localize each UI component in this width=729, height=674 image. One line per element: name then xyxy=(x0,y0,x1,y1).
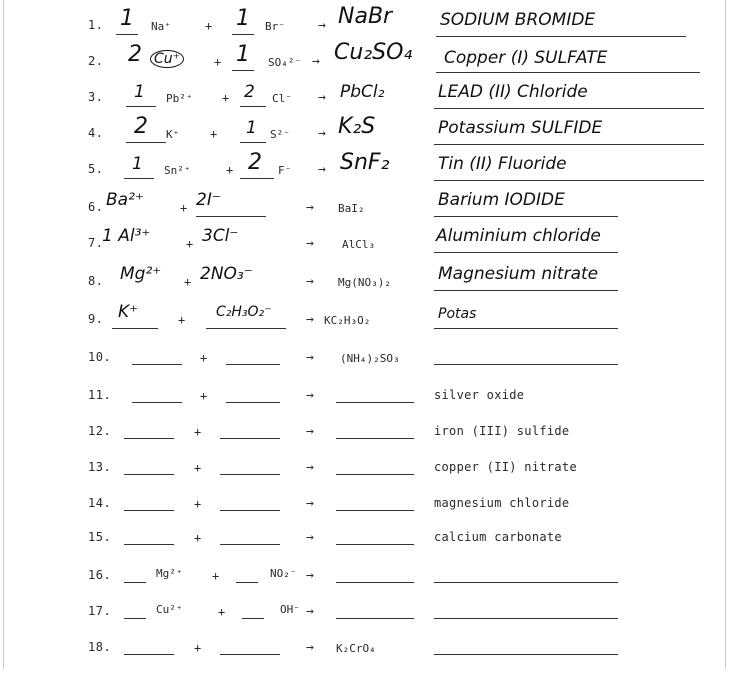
anion-blank[interactable] xyxy=(220,544,280,545)
row-number: 7. xyxy=(88,236,104,250)
coefficient-blank-a[interactable] xyxy=(126,106,156,107)
handwritten-coefficient-b: 1 xyxy=(236,6,250,31)
reaction-arrow: → xyxy=(306,200,314,215)
cation-blank[interactable] xyxy=(132,364,182,365)
cation-blank[interactable] xyxy=(112,328,158,329)
row-9 xyxy=(0,300,729,340)
handwritten-name: Potassium SULFIDE xyxy=(438,118,603,138)
cation-blank[interactable] xyxy=(124,510,174,511)
cation-label: Cu²⁺ xyxy=(156,603,183,616)
formula-blank[interactable] xyxy=(336,544,414,545)
row-number: 14. xyxy=(88,496,112,510)
handwritten-name: Aluminium chloride xyxy=(436,226,601,246)
coefficient-blank-b[interactable] xyxy=(242,618,264,619)
reaction-arrow: → xyxy=(306,424,314,439)
row-number: 2. xyxy=(88,54,104,68)
row-3 xyxy=(0,78,729,118)
plus-sign: + xyxy=(214,55,222,69)
row-number: 10. xyxy=(88,350,112,364)
reaction-arrow: → xyxy=(306,640,314,655)
formula-label: Mg(NO₃)₂ xyxy=(338,276,391,289)
handwritten-coefficient-a: 1 xyxy=(134,82,145,102)
plus-sign: + xyxy=(194,497,202,511)
formula-blank[interactable] xyxy=(336,438,414,439)
name-line[interactable] xyxy=(434,144,704,145)
anion-label: F⁻ xyxy=(278,164,292,177)
handwritten-cation: K⁺ xyxy=(118,302,139,322)
compound-name: silver oxide xyxy=(434,388,525,402)
formula-label: KC₂H₃O₂ xyxy=(324,314,371,327)
anion-label: S²⁻ xyxy=(270,128,290,141)
cation-label: Sn²⁺ xyxy=(164,164,191,177)
cation-blank[interactable] xyxy=(124,438,174,439)
row-number: 17. xyxy=(88,604,112,618)
handwritten-coefficient-b: 1 xyxy=(236,42,250,67)
cation-label: Pb²⁺ xyxy=(166,92,193,105)
plus-sign: + xyxy=(194,641,202,655)
name-line[interactable] xyxy=(434,582,618,583)
plus-sign: + xyxy=(200,351,208,365)
plus-sign: + xyxy=(186,237,194,251)
anion-blank[interactable] xyxy=(220,474,280,475)
reaction-arrow: → xyxy=(318,162,326,177)
handwritten-anion: 2NO₃⁻ xyxy=(200,264,253,284)
row-number: 9. xyxy=(88,312,104,326)
anion-blank[interactable] xyxy=(220,510,280,511)
name-line[interactable] xyxy=(434,108,704,109)
reaction-arrow: → xyxy=(312,54,320,69)
row-number: 4. xyxy=(88,126,104,140)
row-13 xyxy=(0,452,729,492)
formula-blank[interactable] xyxy=(336,402,414,403)
anion-blank[interactable] xyxy=(196,216,266,217)
row-15 xyxy=(0,522,729,562)
row-number: 1. xyxy=(88,18,104,32)
reaction-arrow: → xyxy=(306,236,314,251)
reaction-arrow: → xyxy=(306,604,314,619)
row-number: 16. xyxy=(88,568,112,582)
plus-sign: + xyxy=(194,531,202,545)
name-line[interactable] xyxy=(434,654,618,655)
anion-label: SO₄²⁻ xyxy=(268,56,302,69)
reaction-arrow: → xyxy=(306,350,314,365)
formula-blank[interactable] xyxy=(336,510,414,511)
row-17 xyxy=(0,596,729,636)
row-number: 6. xyxy=(88,200,104,214)
reaction-arrow: → xyxy=(306,568,314,583)
name-line[interactable] xyxy=(434,364,618,365)
coefficient-blank-b[interactable] xyxy=(240,142,266,143)
row-8 xyxy=(0,262,729,302)
compound-name: calcium carbonate xyxy=(434,530,562,544)
handwritten-coefficient-a: 2 xyxy=(134,114,148,139)
row-10 xyxy=(0,342,729,382)
cation-blank[interactable] xyxy=(124,474,174,475)
name-line[interactable] xyxy=(434,216,618,217)
row-number: 13. xyxy=(88,460,112,474)
coefficient-blank-a[interactable] xyxy=(124,178,154,179)
cation-label: Mg²⁺ xyxy=(156,567,183,580)
plus-sign: + xyxy=(180,201,188,215)
reaction-arrow: → xyxy=(306,530,314,545)
row-7 xyxy=(0,224,729,264)
anion-blank[interactable] xyxy=(206,328,286,329)
name-line[interactable] xyxy=(434,618,618,619)
row-11 xyxy=(0,380,729,420)
formula-blank[interactable] xyxy=(336,618,414,619)
anion-blank[interactable] xyxy=(220,438,280,439)
coefficient-blank-a[interactable] xyxy=(124,582,146,583)
reaction-arrow: → xyxy=(306,274,314,289)
cation-blank[interactable] xyxy=(132,402,182,403)
reaction-arrow: → xyxy=(318,90,326,105)
handwritten-coefficient-a: 2 xyxy=(128,42,142,67)
handwritten-name: Barium IODIDE xyxy=(438,190,565,210)
coefficient-blank-b[interactable] xyxy=(232,70,254,71)
cation-label: Na⁺ xyxy=(151,20,171,33)
anion-label: Cl⁻ xyxy=(272,92,292,105)
plus-sign: + xyxy=(218,605,226,619)
row-number: 11. xyxy=(88,388,112,402)
reaction-arrow: → xyxy=(306,460,314,475)
row-number: 12. xyxy=(88,424,112,438)
formula-blank[interactable] xyxy=(336,582,414,583)
row-6 xyxy=(0,188,729,228)
handwritten-name: Potas xyxy=(438,306,477,322)
cation-blank[interactable] xyxy=(124,654,174,655)
plus-sign: + xyxy=(210,127,218,141)
handwritten-cation: Cu⁺ xyxy=(150,50,184,68)
handwritten-coefficient-b: 2 xyxy=(248,150,262,175)
reaction-arrow: → xyxy=(306,312,314,327)
name-line[interactable] xyxy=(436,36,686,37)
anion-blank[interactable] xyxy=(226,402,280,403)
plus-sign: + xyxy=(222,91,230,105)
row-4 xyxy=(0,114,729,154)
coefficient-blank-a[interactable] xyxy=(126,142,166,143)
name-line[interactable] xyxy=(436,72,700,73)
coefficient-blank-b[interactable] xyxy=(240,178,274,179)
cation-label: K⁺ xyxy=(166,128,180,141)
handwritten-name: LEAD (II) Chloride xyxy=(438,82,588,102)
formula-label: BaI₂ xyxy=(338,202,365,215)
plus-sign: + xyxy=(194,425,202,439)
anion-blank[interactable] xyxy=(226,364,280,365)
anion-label: Br⁻ xyxy=(265,20,285,33)
handwritten-cation: Ba²⁺ xyxy=(106,190,144,210)
plus-sign: + xyxy=(200,389,208,403)
handwritten-name: SODIUM BROMIDE xyxy=(440,10,596,30)
row-2 xyxy=(0,42,729,82)
name-line[interactable] xyxy=(434,328,618,329)
handwritten-formula: SnF₂ xyxy=(340,150,390,175)
handwritten-anion: 3Cl⁻ xyxy=(202,226,239,246)
coefficient-blank-b[interactable] xyxy=(240,106,266,107)
reaction-arrow: → xyxy=(306,388,314,403)
plus-sign: + xyxy=(178,313,186,327)
name-line[interactable] xyxy=(434,180,704,181)
plus-sign: + xyxy=(205,19,213,33)
coefficient-blank-a[interactable] xyxy=(116,34,138,35)
anion-blank[interactable] xyxy=(220,654,280,655)
row-16 xyxy=(0,560,729,600)
handwritten-anion: C₂H₃O₂⁻ xyxy=(216,304,272,320)
name-line[interactable] xyxy=(434,252,618,253)
anion-label: NO₂⁻ xyxy=(270,567,297,580)
row-number: 5. xyxy=(88,162,104,176)
formula-blank[interactable] xyxy=(336,474,414,475)
handwritten-cation: Mg²⁺ xyxy=(120,264,162,284)
handwritten-formula: NaBr xyxy=(338,4,393,29)
handwritten-coefficient-b: 1 xyxy=(246,118,257,138)
handwritten-coefficient-a: 1 xyxy=(120,6,134,31)
anion-label: OH⁻ xyxy=(280,603,300,616)
name-line[interactable] xyxy=(434,290,618,291)
compound-name: copper (II) nitrate xyxy=(434,460,577,474)
coefficient-blank-b[interactable] xyxy=(236,582,258,583)
row-number: 15. xyxy=(88,530,112,544)
coefficient-blank-a[interactable] xyxy=(124,618,146,619)
row-number: 18. xyxy=(88,640,112,654)
handwritten-name: Magnesium nitrate xyxy=(438,264,599,284)
cation-blank[interactable] xyxy=(124,544,174,545)
coefficient-blank-b[interactable] xyxy=(232,34,254,35)
reaction-arrow: → xyxy=(318,126,326,141)
reaction-arrow: → xyxy=(306,496,314,511)
formula-label: K₂CrO₄ xyxy=(336,642,376,655)
row-18 xyxy=(0,634,729,674)
row-12 xyxy=(0,416,729,456)
row-number: 3. xyxy=(88,90,104,104)
plus-sign: + xyxy=(226,163,234,177)
handwritten-cation: 1 Al³⁺ xyxy=(102,226,151,246)
handwritten-name: Copper (I) SULFATE xyxy=(444,48,608,68)
plus-sign: + xyxy=(212,569,220,583)
plus-sign: + xyxy=(184,275,192,289)
handwritten-formula: Cu₂SO₄ xyxy=(334,40,413,65)
handwritten-formula: PbCl₂ xyxy=(340,82,385,102)
handwritten-coefficient-a: 1 xyxy=(132,154,143,174)
compound-name: iron (III) sulfide xyxy=(434,424,570,438)
plus-sign: + xyxy=(194,461,202,475)
handwritten-name: Tin (II) Fluoride xyxy=(438,154,567,174)
compound-name: magnesium chloride xyxy=(434,496,570,510)
handwritten-coefficient-b: 2 xyxy=(244,82,255,102)
row-number: 8. xyxy=(88,274,104,288)
formula-label: AlCl₃ xyxy=(342,238,376,251)
reaction-arrow: → xyxy=(318,18,326,33)
handwritten-anion: 2I⁻ xyxy=(196,190,221,210)
handwritten-formula: K₂S xyxy=(338,114,376,139)
row-5 xyxy=(0,150,729,190)
formula-label: (NH₄)₂SO₃ xyxy=(340,352,400,365)
